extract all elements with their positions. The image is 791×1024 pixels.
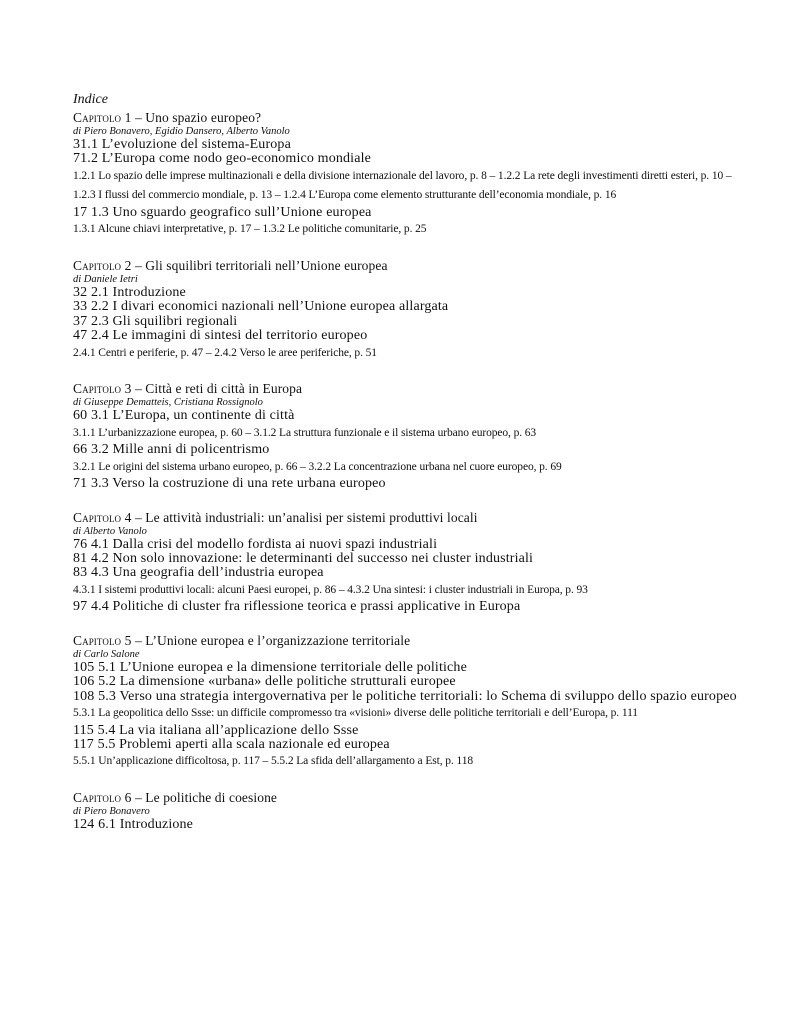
chapter-authors: di Daniele Ietri xyxy=(73,274,138,285)
chapter-title: 5 – L’Unione europea e l’organizzazione territoriale xyxy=(124,632,411,648)
section-entry: 17 1.3 Uno sguardo geografico sull’Unione europea xyxy=(73,205,372,220)
chapter-label: Capitolo xyxy=(73,381,122,397)
chapter-heading xyxy=(73,632,753,649)
section-entry: 37 2.3 Gli squilibri regionali xyxy=(73,313,238,329)
section-entry: 76 4.1 Dalla crisi del modello fordista ai nuovi spazi industriali xyxy=(73,536,438,552)
subsection-entry: 1.3.1 Alcune chiavi interpretative, p. 17 – 1.3.2 Le politiche comunitarie, p. 25 xyxy=(73,223,427,236)
section-entry: 32 2.1 Introduzione xyxy=(73,285,186,300)
chapter-authors: di Alberto Vanolo xyxy=(73,525,147,537)
chapter-3 xyxy=(73,380,753,491)
chapter-heading xyxy=(73,789,753,806)
chapter-6 xyxy=(73,789,753,832)
chapter-5 xyxy=(73,632,753,772)
table-of-contents xyxy=(73,91,753,849)
chapter-title: 3 – Città e reti di città in Europa xyxy=(124,381,303,397)
chapter-authors: di Giuseppe Dematteis, Cristiana Rossignolo xyxy=(73,397,263,409)
chapter-authors: di Carlo Salone xyxy=(73,648,140,660)
subsection-entry: 5.3.1 La geopolitica dello Ssse: un difficile compromesso tra «visioni» diverse delle politiche territoriali e dell’Europa, p. 111 xyxy=(73,707,638,720)
section-entry: 81 4.2 Non solo innovazione: le determinanti del successo nei cluster industriali xyxy=(73,551,534,567)
chapter-heading xyxy=(73,109,753,126)
section-entry: 31.1 L’evoluzione del sistema-Europa xyxy=(73,137,291,152)
chapter-label: Capitolo xyxy=(73,258,122,273)
subsection-entry: 5.5.1 Un’applicazione difficoltosa, p. 117 – 5.5.2 La sfida dell’allargamento a Est, p. 118 xyxy=(73,755,474,768)
index-title: Indice xyxy=(73,92,108,107)
chapter-authors: di Piero Bonavero, Egidio Dansero, Alberto Vanolo xyxy=(73,126,290,137)
section-entry: 97 4.4 Politiche di cluster fra riflessione teorica e prassi applicative in Europa xyxy=(73,599,521,615)
chapter-heading xyxy=(73,380,753,397)
chapter-2 xyxy=(73,257,753,363)
subsection-entry: 2.4.1 Centri e periferie, p. 47 – 2.4.2 Verso le aree periferiche, p. 51 xyxy=(73,346,377,359)
chapter-label: Capitolo xyxy=(73,790,122,806)
section-entry: 71.2 L’Europa come nodo geo-economico mondiale xyxy=(73,151,371,167)
section-entry: 117 5.5 Problemi aperti alla scala nazionale ed europea xyxy=(73,737,390,753)
section-entry: 66 3.2 Mille anni di policentrismo xyxy=(73,442,270,458)
chapter-authors: di Piero Bonavero xyxy=(73,806,150,818)
chapter-label: Capitolo xyxy=(73,110,122,125)
section-entry: 60 3.1 L’Europa, un continente di città xyxy=(73,408,295,424)
chapter-label: Capitolo xyxy=(73,632,122,648)
section-entry: 47 2.4 Le immagini di sintesi del territorio europeo xyxy=(73,328,368,344)
chapter-heading xyxy=(73,257,753,274)
section-entry: 106 5.2 La dimensione «urbana» delle politiche strutturali europee xyxy=(73,674,456,690)
section-entry: 83 4.3 Una geografia dell’industria europea xyxy=(73,565,324,581)
subsection-entry: 1.2.1 Lo spazio delle imprese multinazionali e della divisione internazionale del lavoro, p. 8 – 1.2.2 La rete degli investimenti diretti esteri, p. 10 – 1.2.3 I flussi del commercio mondiale, p. 13 – 1.2.4 L’Europa come elemento strutturante dell’economia mondiale, p. 16 xyxy=(73,169,732,202)
subsection-entry: 4.3.1 I sistemi produttivi locali: alcuni Paesi europei, p. 86 – 4.3.2 Una sintesi: i cluster industriali in Europa, p. 93 xyxy=(73,583,588,596)
chapter-1 xyxy=(73,109,753,240)
section-entry: 124 6.1 Introduzione xyxy=(73,817,194,833)
chapter-title: 4 – Le attività industriali: un’analisi per sistemi produttivi locali xyxy=(124,509,478,525)
chapter-title: 1 – Uno spazio europeo? xyxy=(124,110,262,125)
chapter-label: Capitolo xyxy=(73,509,122,525)
section-entry: 33 2.2 I divari economici nazionali nell’Unione europea allargata xyxy=(73,299,449,315)
chapter-title: 6 – Le politiche di coesione xyxy=(124,790,278,806)
section-entry: 115 5.4 La via italiana all’applicazione dello Ssse xyxy=(73,722,359,738)
section-entry: 108 5.3 Verso una strategia intergovernativa per le politiche territoriali: lo Schema di sviluppo dello spazio europeo xyxy=(73,688,737,704)
chapter-title: 2 – Gli squilibri territoriali nell’Unione europea xyxy=(124,258,388,273)
chapter-heading xyxy=(73,509,753,526)
subsection-entry: 3.2.1 Le origini del sistema urbano europeo, p. 66 – 3.2.2 La concentrazione urbana nel cuore europeo, p. 69 xyxy=(73,460,562,473)
subsection-entry: 3.1.1 L’urbanizzazione europea, p. 60 – 3.1.2 La struttura funzionale e il sistema urbano europeo, p. 63 xyxy=(73,426,537,439)
section-entry: 105 5.1 L’Unione europea e la dimensione territoriale delle politiche xyxy=(73,659,467,675)
section-entry: 71 3.3 Verso la costruzione di una rete urbana europeo xyxy=(73,476,386,492)
chapter-4 xyxy=(73,509,753,615)
